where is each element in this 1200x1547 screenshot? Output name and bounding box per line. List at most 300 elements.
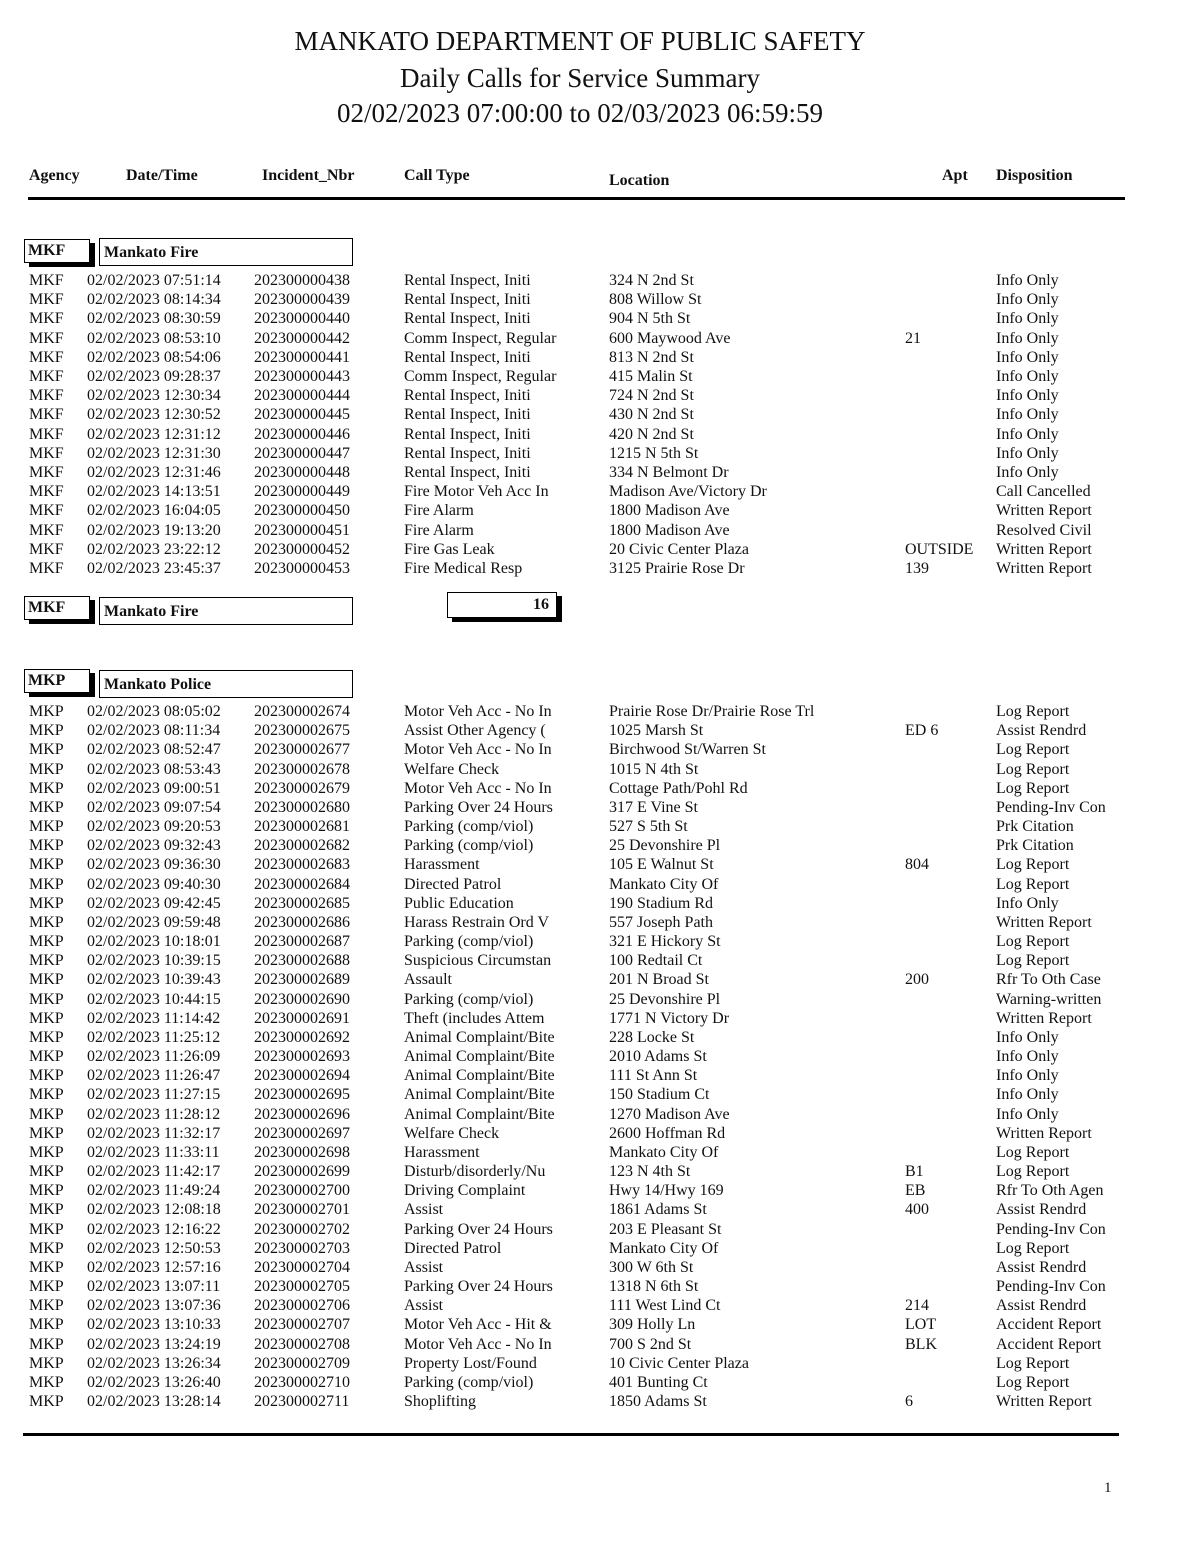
cell-agency: MKF	[29, 502, 64, 520]
cell-call-type: Rental Inspect, Initi	[404, 406, 531, 424]
cell-agency: MKF	[29, 387, 64, 405]
cell-apt: B1	[905, 1163, 924, 1181]
cell-disposition: Info Only	[996, 387, 1059, 405]
cell-disposition: Rfr To Oth Agen	[996, 1182, 1104, 1200]
cell-incident: 202300002708	[254, 1335, 350, 1353]
cell-disposition: Info Only	[996, 1086, 1059, 1104]
report-date-range: 02/02/2023 07:00:00 to 02/03/2023 06:59:59	[336, 98, 823, 128]
cell-location: 25 Devonshire Pl	[609, 990, 721, 1008]
column-header-apt: Apt	[942, 167, 968, 184]
cell-agency: MKP	[29, 1048, 64, 1066]
cell-call-type: Welfare Check	[404, 760, 500, 778]
cell-location: 527 S 5th St	[609, 818, 688, 836]
cell-incident: 202300002680	[254, 798, 350, 816]
cell-incident: 202300002696	[254, 1105, 350, 1123]
cell-location: 724 N 2nd St	[609, 387, 694, 405]
cell-disposition: Written Report	[996, 913, 1092, 931]
cell-call-type: Motor Veh Acc - No In	[404, 1335, 552, 1353]
cell-location: 10 Civic Center Plaza	[609, 1354, 749, 1372]
cell-agency: MKF	[29, 310, 64, 328]
cell-disposition: Pending-Inv Con	[996, 1278, 1106, 1296]
cell-incident: 202300002684	[254, 875, 350, 893]
cell-incident: 202300000451	[254, 521, 350, 539]
cell-datetime: 02/02/2023 09:20:53	[87, 818, 221, 836]
cell-location: 111 West Lind Ct	[609, 1297, 721, 1315]
cell-location: Mankato City Of	[609, 1239, 719, 1257]
cell-location: Madison Ave/Victory Dr	[609, 483, 767, 501]
cell-incident: 202300002683	[254, 856, 350, 874]
cell-call-type: Property Lost/Found	[404, 1354, 537, 1372]
cell-agency: MKF	[29, 540, 64, 558]
cell-agency: MKP	[29, 1220, 64, 1238]
cell-call-type: Parking Over 24 Hours	[404, 1278, 553, 1296]
cell-disposition: Info Only	[996, 464, 1059, 481]
column-header-disposition: Disposition	[996, 167, 1073, 184]
cell-incident: 202300002677	[254, 741, 350, 759]
cell-apt: BLK	[905, 1335, 937, 1353]
cell-incident: 202300000440	[254, 310, 350, 328]
cell-disposition: Info Only	[996, 348, 1059, 366]
cell-agency: MKP	[29, 779, 64, 797]
cell-datetime: 02/02/2023 09:28:37	[87, 368, 221, 385]
cell-apt: 139	[905, 560, 929, 577]
cell-datetime: 02/02/2023 13:10:33	[87, 1316, 221, 1334]
cell-datetime: 02/02/2023 10:39:15	[87, 952, 221, 970]
cell-call-type: Rental Inspect, Initi	[404, 464, 531, 481]
cell-disposition: Assist Rendrd	[996, 1201, 1087, 1219]
cell-incident: 202300000438	[254, 272, 350, 289]
cell-disposition: Log Report	[996, 760, 1070, 778]
cell-location: 20 Civic Center Plaza	[609, 540, 749, 558]
cell-agency: MKP	[29, 1239, 64, 1257]
cell-agency: MKP	[29, 1335, 64, 1353]
cell-datetime: 02/02/2023 08:30:59	[87, 310, 221, 328]
cell-incident: 202300002711	[254, 1393, 350, 1411]
cell-disposition: Info Only	[996, 310, 1059, 328]
cell-datetime: 02/02/2023 11:32:17	[87, 1124, 221, 1142]
cell-incident: 202300002674	[254, 703, 350, 720]
cell-call-type: Motor Veh Acc - Hit &	[404, 1316, 552, 1334]
cell-location: 557 Joseph Path	[609, 913, 713, 931]
cell-location: 309 Holly Ln	[609, 1316, 696, 1334]
cell-disposition: Call Cancelled	[996, 483, 1091, 501]
cell-datetime: 02/02/2023 13:07:36	[87, 1297, 221, 1315]
cell-agency: MKF	[29, 444, 64, 462]
cell-call-type: Animal Complaint/Bite	[404, 1028, 555, 1046]
cell-disposition: Pending-Inv Con	[996, 798, 1106, 816]
cell-call-type: Suspicious Circumstan	[404, 952, 552, 970]
cell-location: Hwy 14/Hwy 169	[609, 1182, 724, 1200]
cell-incident: 202300002685	[254, 894, 350, 912]
cell-location: 201 N Broad St	[609, 971, 709, 989]
cell-incident: 202300002691	[254, 1009, 350, 1027]
cell-call-type: Harass Restrain Ord V	[404, 913, 550, 931]
cell-disposition: Log Report	[996, 1239, 1070, 1257]
cell-agency: MKF	[29, 406, 64, 424]
cell-incident: 202300002705	[254, 1278, 350, 1296]
cell-incident: 202300000444	[254, 387, 350, 405]
cell-call-type: Parking (comp/viol)	[404, 837, 534, 855]
cell-agency: MKF	[29, 425, 64, 443]
cell-location: 700 S 2nd St	[609, 1335, 692, 1353]
cell-disposition: Info Only	[996, 272, 1059, 289]
cell-location: 100 Redtail Ct	[609, 952, 703, 970]
cell-incident: 202300000449	[254, 483, 350, 501]
fire-call-count-box: 16	[447, 592, 557, 618]
cell-agency: MKF	[29, 560, 64, 577]
cell-incident: 202300002699	[254, 1163, 350, 1181]
cell-disposition: Assist Rendrd	[996, 1258, 1087, 1276]
cell-datetime: 02/02/2023 07:51:14	[87, 272, 221, 289]
cell-apt: EB	[905, 1182, 926, 1200]
cell-incident: 202300002682	[254, 837, 350, 855]
cell-disposition: Info Only	[996, 329, 1059, 347]
cell-apt: LOT	[905, 1316, 937, 1334]
cell-incident: 202300000443	[254, 368, 350, 385]
cell-datetime: 02/02/2023 08:11:34	[87, 722, 221, 740]
cell-datetime: 02/02/2023 12:31:12	[87, 425, 221, 443]
cell-agency: MKP	[29, 1354, 64, 1372]
cell-incident: 202300000448	[254, 464, 350, 481]
cell-disposition: Written Report	[996, 1124, 1092, 1142]
cell-call-type: Animal Complaint/Bite	[404, 1048, 555, 1066]
cell-incident: 202300002701	[254, 1201, 350, 1219]
cell-incident: 202300002681	[254, 818, 350, 836]
police-agency-name-box: Mankato Police	[99, 670, 353, 698]
cell-location: 2600 Hoffman Rd	[609, 1124, 726, 1142]
cell-agency: MKP	[29, 1143, 64, 1161]
cell-disposition: Assist Rendrd	[996, 1297, 1087, 1315]
cell-agency: MKP	[29, 1373, 64, 1391]
footer-rule	[23, 1433, 1119, 1436]
cell-disposition: Info Only	[996, 368, 1059, 385]
column-header-location: Location	[609, 172, 670, 189]
cell-incident: 202300002702	[254, 1220, 350, 1238]
cell-datetime: 02/02/2023 10:44:15	[87, 990, 221, 1008]
cell-disposition: Written Report	[996, 1393, 1092, 1411]
cell-datetime: 02/02/2023 23:22:12	[87, 540, 221, 558]
cell-agency: MKP	[29, 1316, 64, 1334]
cell-location: 808 Willow St	[609, 291, 702, 309]
cell-call-type: Welfare Check	[404, 1124, 500, 1142]
cell-incident: 202300002704	[254, 1258, 350, 1276]
cell-datetime: 02/02/2023 08:53:43	[87, 760, 221, 778]
cell-location: 600 Maywood Ave	[609, 329, 731, 347]
cell-location: 904 N 5th St	[609, 310, 691, 328]
cell-datetime: 02/02/2023 12:57:16	[87, 1258, 221, 1276]
cell-disposition: Prk Citation	[996, 837, 1074, 855]
cell-incident: 202300002710	[254, 1373, 350, 1391]
cell-call-type: Directed Patrol	[404, 875, 502, 893]
cell-location: 3125 Prairie Rose Dr	[609, 560, 745, 577]
cell-disposition: Written Report	[996, 560, 1092, 577]
cell-location: 190 Stadium Rd	[609, 894, 714, 912]
cell-incident: 202300000447	[254, 444, 350, 462]
cell-incident: 202300002692	[254, 1028, 350, 1046]
cell-incident: 202300002707	[254, 1316, 350, 1334]
cell-location: 105 E Walnut St	[609, 856, 714, 874]
cell-call-type: Motor Veh Acc - No In	[404, 741, 552, 759]
cell-datetime: 02/02/2023 13:26:34	[87, 1354, 221, 1372]
cell-agency: MKP	[29, 971, 64, 989]
cell-disposition: Log Report	[996, 741, 1070, 759]
cell-incident: 202300002700	[254, 1182, 350, 1200]
cell-agency: MKF	[29, 348, 64, 366]
cell-agency: MKP	[29, 1028, 64, 1046]
cell-call-type: Rental Inspect, Initi	[404, 348, 531, 366]
cell-datetime: 02/02/2023 12:30:34	[87, 387, 221, 405]
cell-datetime: 02/02/2023 11:26:47	[87, 1067, 221, 1085]
cell-call-type: Assist	[404, 1201, 444, 1219]
cell-incident: 202300002703	[254, 1239, 350, 1257]
cell-call-type: Comm Inspect, Regular	[404, 329, 557, 347]
cell-datetime: 02/02/2023 12:08:18	[87, 1201, 221, 1219]
cell-datetime: 02/02/2023 11:33:11	[87, 1143, 220, 1161]
police-agency-code-box: MKP	[24, 669, 90, 693]
cell-call-type: Parking (comp/viol)	[404, 1373, 534, 1391]
cell-datetime: 02/02/2023 16:04:05	[87, 502, 221, 520]
cell-location: 300 W 6th St	[609, 1258, 694, 1276]
header-rule	[28, 197, 1125, 200]
cell-incident: 202300002687	[254, 933, 350, 951]
cell-location: 324 N 2nd St	[609, 272, 694, 289]
cell-disposition: Log Report	[996, 1143, 1070, 1161]
cell-agency: MKF	[29, 521, 64, 539]
cell-agency: MKF	[29, 483, 64, 501]
cell-location: Prairie Rose Dr/Prairie Rose Trl	[609, 703, 815, 720]
cell-incident: 202300002706	[254, 1297, 350, 1315]
cell-agency: MKP	[29, 703, 64, 720]
fire-footer-name-box: Mankato Fire	[99, 597, 353, 625]
cell-datetime: 02/02/2023 14:13:51	[87, 483, 221, 501]
cell-disposition: Written Report	[996, 502, 1092, 520]
cell-apt: 21	[905, 329, 921, 347]
cell-call-type: Parking (comp/viol)	[404, 818, 534, 836]
cell-incident: 202300002679	[254, 779, 350, 797]
column-header-incident: Incident_Nbr	[262, 167, 355, 184]
cell-location: 123 N 4th St	[609, 1163, 691, 1181]
cell-datetime: 02/02/2023 09:32:43	[87, 837, 221, 855]
cell-incident: 202300002688	[254, 952, 350, 970]
cell-disposition: Log Report	[996, 703, 1070, 720]
cell-call-type: Assist	[404, 1297, 444, 1315]
cell-location: Cottage Path/Pohl Rd	[609, 779, 748, 797]
cell-datetime: 02/02/2023 12:31:30	[87, 444, 221, 462]
cell-apt: 200	[905, 971, 929, 989]
cell-disposition: Info Only	[996, 1067, 1059, 1085]
cell-incident: 202300002693	[254, 1048, 350, 1066]
department-title: MANKATO DEPARTMENT OF PUBLIC SAFETY	[294, 26, 866, 56]
cell-location: 1025 Marsh St	[609, 722, 704, 740]
cell-datetime: 02/02/2023 12:30:52	[87, 406, 221, 424]
cell-incident: 202300002698	[254, 1143, 350, 1161]
cell-call-type: Rental Inspect, Initi	[404, 425, 531, 443]
cell-agency: MKP	[29, 760, 64, 778]
cell-disposition: Info Only	[996, 444, 1059, 462]
cell-datetime: 02/02/2023 08:54:06	[87, 348, 221, 366]
cell-datetime: 02/02/2023 12:31:46	[87, 464, 221, 481]
cell-incident: 202300002695	[254, 1086, 350, 1104]
cell-datetime: 02/02/2023 11:49:24	[87, 1182, 221, 1200]
cell-disposition: Log Report	[996, 1373, 1070, 1391]
cell-datetime: 02/02/2023 11:27:15	[87, 1086, 221, 1104]
cell-disposition: Log Report	[996, 779, 1070, 797]
cell-agency: MKP	[29, 1258, 64, 1276]
column-header-agency: Agency	[29, 167, 80, 184]
cell-call-type: Disturb/disorderly/Nu	[404, 1163, 546, 1181]
cell-call-type: Motor Veh Acc - No In	[404, 703, 552, 720]
cell-call-type: Animal Complaint/Bite	[404, 1105, 555, 1123]
cell-call-type: Fire Medical Resp	[404, 560, 523, 577]
cell-datetime: 02/02/2023 11:42:17	[87, 1163, 221, 1181]
cell-incident: 202300000445	[254, 406, 350, 424]
cell-datetime: 02/02/2023 10:39:43	[87, 971, 221, 989]
cell-disposition: Prk Citation	[996, 818, 1074, 836]
cell-call-type: Rental Inspect, Initi	[404, 444, 531, 462]
cell-call-type: Harassment	[404, 856, 480, 874]
cell-agency: MKF	[29, 272, 64, 289]
cell-location: 1318 N 6th St	[609, 1278, 699, 1296]
cell-location: 1215 N 5th St	[609, 444, 699, 462]
cell-agency: MKP	[29, 933, 64, 951]
cell-location: 2010 Adams St	[609, 1048, 707, 1066]
cell-agency: MKP	[29, 1393, 64, 1411]
cell-incident: 202300002675	[254, 722, 350, 740]
cell-datetime: 02/02/2023 09:59:48	[87, 913, 221, 931]
cell-location: 1861 Adams St	[609, 1201, 707, 1219]
cell-incident: 202300000453	[254, 560, 350, 577]
cell-call-type: Animal Complaint/Bite	[404, 1086, 555, 1104]
cell-disposition: Info Only	[996, 1105, 1059, 1123]
cell-datetime: 02/02/2023 13:26:40	[87, 1373, 221, 1391]
cell-agency: MKP	[29, 1297, 64, 1315]
cell-datetime: 02/02/2023 08:52:47	[87, 741, 221, 759]
cell-disposition: Log Report	[996, 952, 1070, 970]
cell-agency: MKP	[29, 913, 64, 931]
cell-call-type: Public Education	[404, 894, 514, 912]
cell-location: 203 E Pleasant St	[609, 1220, 722, 1238]
cell-call-type: Shoplifting	[404, 1393, 477, 1411]
cell-disposition: Log Report	[996, 875, 1070, 893]
cell-datetime: 02/02/2023 11:28:12	[87, 1105, 221, 1123]
cell-call-type: Rental Inspect, Initi	[404, 387, 531, 405]
cell-disposition: Info Only	[996, 406, 1059, 424]
cell-apt: OUTSIDE	[905, 540, 974, 558]
cell-location: 334 N Belmont Dr	[609, 464, 729, 481]
cell-disposition: Log Report	[996, 933, 1070, 951]
cell-agency: MKP	[29, 856, 64, 874]
cell-datetime: 02/02/2023 23:45:37	[87, 560, 221, 577]
cell-agency: MKP	[29, 1278, 64, 1296]
cell-location: 1015 N 4th St	[609, 760, 699, 778]
cell-disposition: Pending-Inv Con	[996, 1220, 1106, 1238]
cell-agency: MKP	[29, 798, 64, 816]
cell-datetime: 02/02/2023 11:25:12	[87, 1028, 221, 1046]
cell-call-type: Directed Patrol	[404, 1239, 502, 1257]
cell-agency: MKP	[29, 1124, 64, 1142]
cell-disposition: Info Only	[996, 1048, 1059, 1066]
cell-datetime: 02/02/2023 08:14:34	[87, 291, 221, 309]
cell-call-type: Parking Over 24 Hours	[404, 1220, 553, 1238]
cell-disposition: Info Only	[996, 894, 1059, 912]
cell-incident: 202300000441	[254, 348, 350, 366]
cell-call-type: Assist Other Agency (	[404, 722, 546, 740]
cell-agency: MKF	[29, 329, 64, 347]
cell-location: 1800 Madison Ave	[609, 502, 730, 520]
cell-call-type: Rental Inspect, Initi	[404, 291, 531, 309]
cell-location: 228 Locke St	[609, 1028, 695, 1046]
cell-agency: MKF	[29, 291, 64, 309]
cell-datetime: 02/02/2023 12:16:22	[87, 1220, 221, 1238]
cell-datetime: 02/02/2023 09:42:45	[87, 894, 221, 912]
cell-disposition: Assist Rendrd	[996, 722, 1087, 740]
cell-location: Mankato City Of	[609, 875, 719, 893]
cell-location: 1771 N Victory Dr	[609, 1009, 730, 1027]
cell-location: 317 E Vine St	[609, 798, 698, 816]
cell-call-type: Parking (comp/viol)	[404, 933, 534, 951]
cell-disposition: Log Report	[996, 1163, 1070, 1181]
fire-agency-name-box: Mankato Fire	[99, 238, 353, 266]
cell-datetime: 02/02/2023 19:13:20	[87, 521, 221, 539]
cell-disposition: Info Only	[996, 1028, 1059, 1046]
cell-agency: MKP	[29, 875, 64, 893]
cell-disposition: Warning-written	[996, 990, 1102, 1008]
cell-incident: 202300000452	[254, 540, 350, 558]
cell-datetime: 02/02/2023 13:28:14	[87, 1393, 221, 1411]
cell-disposition: Accident Report	[996, 1316, 1102, 1334]
cell-disposition: Log Report	[996, 1354, 1070, 1372]
cell-incident: 202300000450	[254, 502, 350, 520]
cell-datetime: 02/02/2023 13:07:11	[87, 1278, 221, 1296]
cell-disposition: Info Only	[996, 425, 1059, 443]
cell-agency: MKP	[29, 1086, 64, 1104]
cell-agency: MKF	[29, 368, 64, 385]
cell-incident: 202300002690	[254, 990, 350, 1008]
cell-agency: MKP	[29, 952, 64, 970]
cell-disposition: Rfr To Oth Case	[996, 971, 1101, 989]
cell-incident: 202300002686	[254, 913, 350, 931]
cell-agency: MKP	[29, 1201, 64, 1219]
cell-location: 1850 Adams St	[609, 1393, 707, 1411]
cell-location: 321 E Hickory St	[609, 933, 721, 951]
cell-agency: MKP	[29, 1009, 64, 1027]
cell-agency: MKP	[29, 1182, 64, 1200]
report-title: Daily Calls for Service Summary	[400, 63, 760, 93]
cell-datetime: 02/02/2023 11:26:09	[87, 1048, 221, 1066]
cell-call-type: Assist	[404, 1258, 444, 1276]
cell-call-type: Rental Inspect, Initi	[404, 272, 531, 289]
cell-location: Birchwood St/Warren St	[609, 741, 766, 759]
cell-incident: 202300002697	[254, 1124, 350, 1142]
cell-call-type: Parking (comp/viol)	[404, 990, 534, 1008]
fire-footer-code-box: MKF	[24, 596, 90, 620]
column-header-datetime: Date/Time	[126, 167, 198, 184]
column-header-call-type: Call Type	[404, 167, 470, 184]
cell-location: 25 Devonshire Pl	[609, 837, 721, 855]
cell-datetime: 02/02/2023 08:05:02	[87, 703, 221, 720]
cell-agency: MKF	[29, 464, 64, 481]
cell-disposition: Info Only	[996, 291, 1059, 309]
cell-location: 813 N 2nd St	[609, 348, 694, 366]
cell-location: 111 St Ann St	[609, 1067, 698, 1085]
cell-datetime: 02/02/2023 09:00:51	[87, 779, 221, 797]
cell-agency: MKP	[29, 1105, 64, 1123]
cell-disposition: Accident Report	[996, 1335, 1102, 1353]
cell-agency: MKP	[29, 837, 64, 855]
cell-agency: MKP	[29, 741, 64, 759]
cell-datetime: 02/02/2023 10:18:01	[87, 933, 221, 951]
cell-disposition: Written Report	[996, 540, 1092, 558]
